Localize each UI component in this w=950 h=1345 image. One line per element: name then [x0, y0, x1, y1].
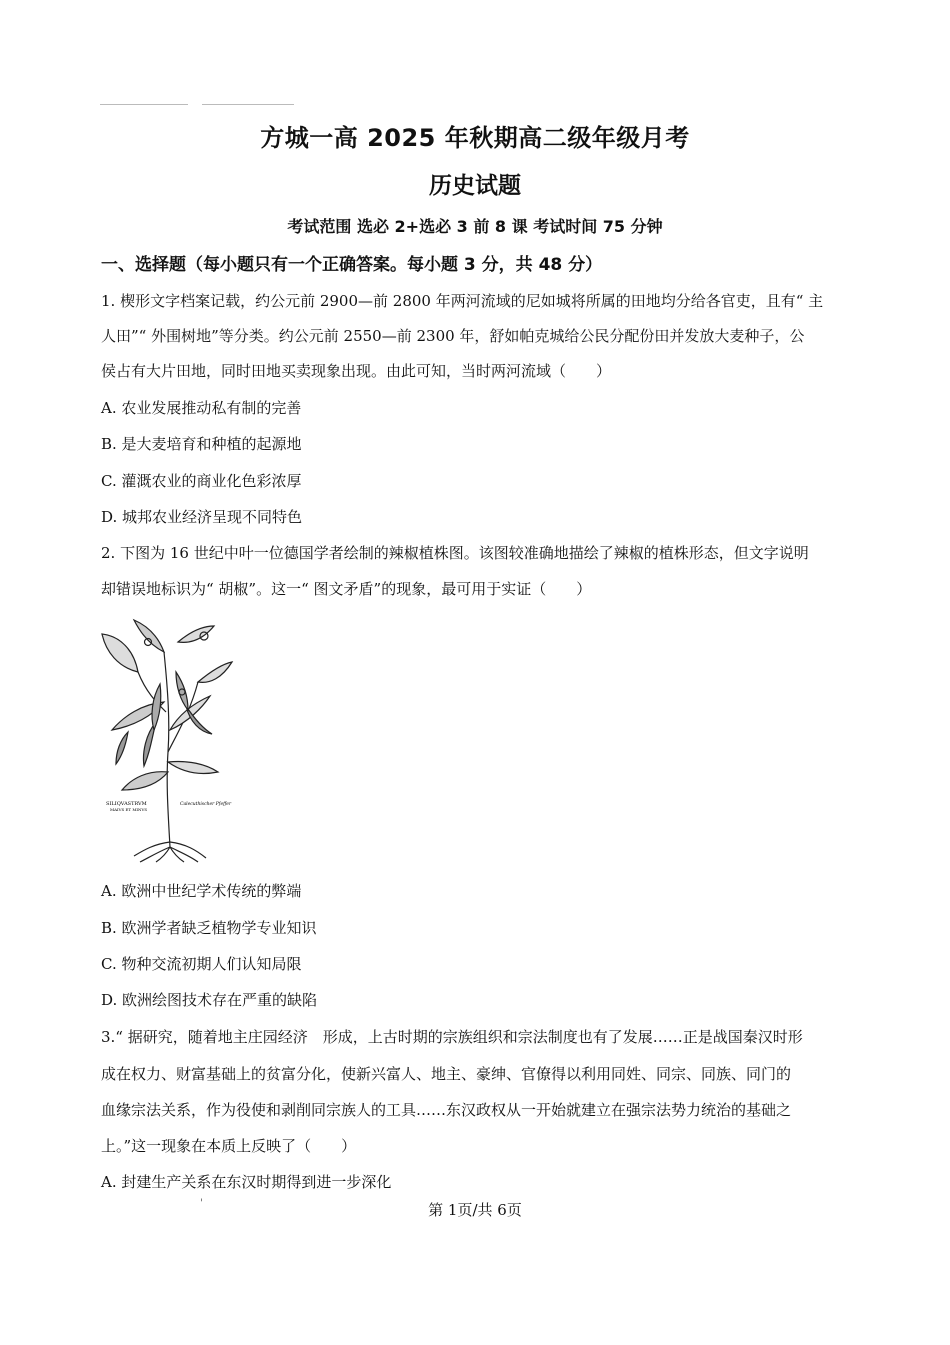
question-1-text: 侯占有大片田地，同时田地买卖现象出现。由此可知，当时两河流域（ ） [101, 362, 612, 380]
question-3-text: 成在权力、财富基础上的贫富分化，使新兴富人、地主、豪绅、官僚得以利用同姓、同宗、同族、同门的 [101, 1065, 792, 1083]
page-number: 第 1页/共 6页 [428, 1201, 522, 1219]
question-2-option-c: C. 物种交流初期人们认知局限 [101, 955, 302, 973]
figure-caption-left: SILIQVASTRVM [106, 801, 147, 807]
question-2-text: 2. 下图为 16 世纪中叶一位德国学者绘制的辣椒植株图。该图较准确地描绘了辣椒的植株形态，但文字说明 [101, 544, 809, 562]
question-1-text: 人田”“ 外围树地”等分类。约公元前 2550—前 2300 年，舒如帕克城给公民分配份田并发放大麦种子，公 [101, 327, 805, 345]
question-2-option-d: D. 欧洲绘图技术存在严重的缺陷 [101, 991, 318, 1009]
header-rule [202, 104, 294, 105]
chili-plant-illustration [98, 612, 238, 864]
question-2-option-a: A. 欧洲中世纪学术传统的弊端 [101, 882, 302, 900]
question-1-option-b: B. 是大麦培育和种植的起源地 [101, 435, 302, 453]
exam-info: 考试范围 选必 2+选必 3 前 8 课 考试时间 75 分钟 [287, 217, 663, 236]
question-3-text: 3.“ 据研究，随着地主庄园经济 形成，上古时期的宗族组织和宗法制度也有了发展……正是战国秦汉时形 [101, 1028, 803, 1046]
question-3-text: 血缘宗法关系，作为役使和剥削同宗族人的工具……东汉政权从一开始就建立在强宗法势力统治的基础之 [101, 1101, 792, 1119]
question-3-text: 上。”这一现象在本质上反映了（ ） [101, 1137, 357, 1155]
exam-subject: 历史试题 [429, 173, 521, 199]
section-heading: 一、选择题（每小题只有一个正确答案。每小题 3 分，共 48 分） [101, 255, 603, 275]
question-2-option-b: B. 欧洲学者缺乏植物学专业知识 [101, 919, 317, 937]
question-1-option-a: A. 农业发展推动私有制的完善 [101, 399, 302, 417]
question-1-text: 1. 楔形文字档案记载，约公元前 2900—前 2800 年两河流域的尼如城将所属的田地均分给各官吏，且有“ 主 [101, 292, 824, 310]
figure-caption-left-2: MAIVS ET MINVS [110, 807, 148, 812]
question-1-option-d: D. 城邦农业经济呈现不同特色 [101, 508, 303, 526]
figure-caption-right: Calecuthischer Pfeffer [180, 802, 232, 807]
question-1-option-c: C. 灌溉农业的商业化色彩浓厚 [101, 472, 302, 490]
header-rule [100, 104, 188, 105]
exam-title: 方城一高 2025 年秋期高二级年级月考 [260, 124, 690, 152]
question-3-option-a: A. 封建生产关系在东汉时期得到进一步深化 [101, 1173, 392, 1191]
question-2-text: 却错误地标识为“ 胡椒”。这一“ 图文矛盾”的现象，最可用于实证（ ） [101, 580, 592, 598]
footer-mark: ' [200, 1198, 203, 1209]
